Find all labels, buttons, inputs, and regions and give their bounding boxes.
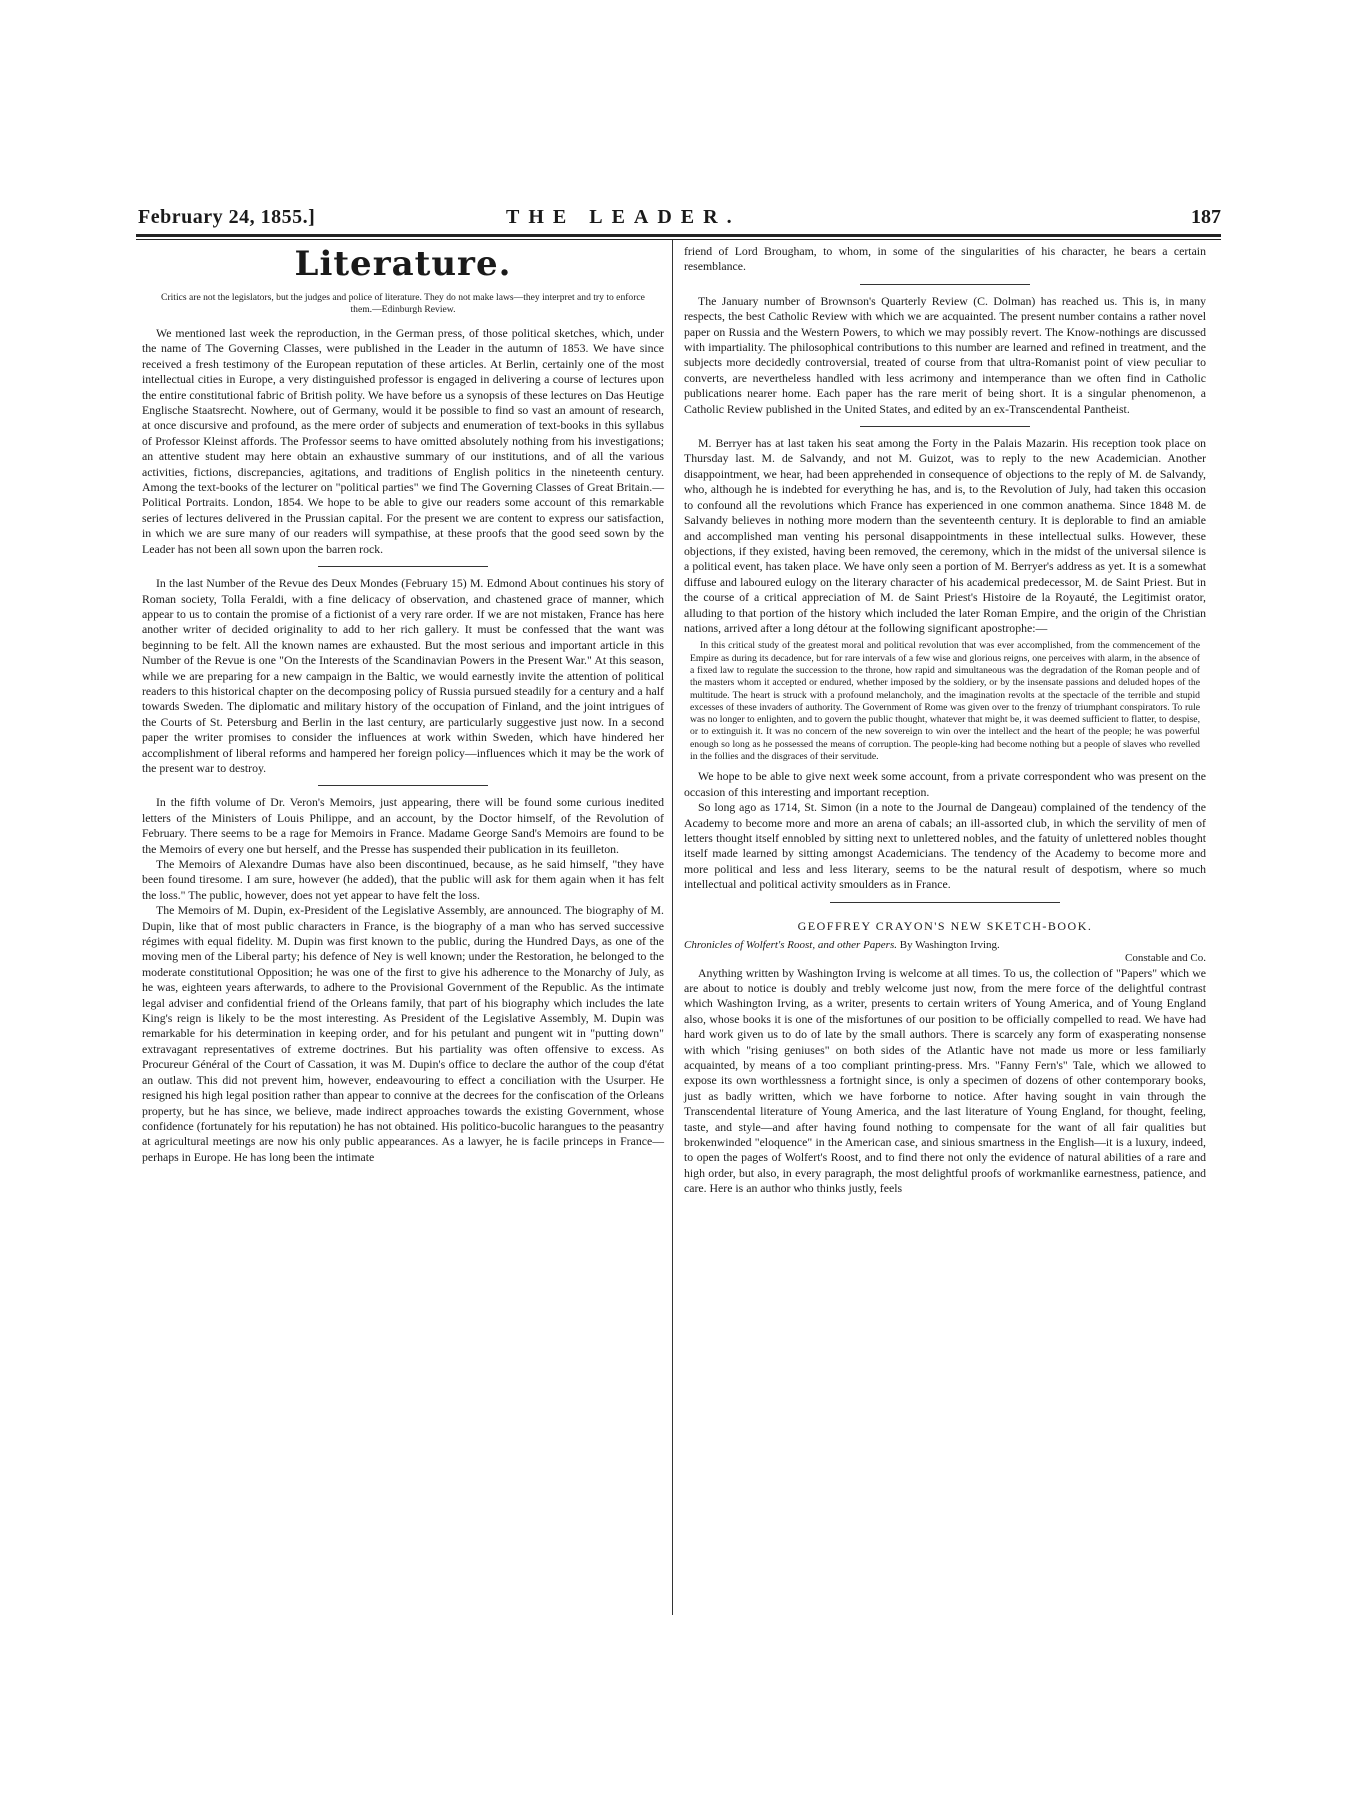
article-paragraph: M. Berryer has at last taken his seat among the Forty in the Palais Mazarin. His reception took place on Thursday last. M. de Salvandy, and not M. Guizot, was to reply to the new Academician. Another disappointment, we hear, had been apprehended in consequence of objections to the reply of M. de Salvandy, who, although he is indebted for everything he has, and is, to the Revolution of July, had taken this occasion to confound all the revolutions which France has experienced in one common anathema. Since 1848 M. de Salvandy believes in nothing more modern than the seventeenth century. It is deplorable to find an amiable and accomplished man venting his personal disappointments in these intellectual sulks. However, these objections, if they existed, having been removed, the ceremony, which in the midst of the universal silence is a political event, has taken place. We have only seen a portion of M. Berryer's address as yet. It is a somewhat diffuse and laboured eulogy on the literary character of his academical predecessor, M. de Saint Priest. But in the course of a critical appreciation of M. de Saint Priest's Histoire de la Royauté, the Legitimist orator, alluding to that portion of the history which included the later Roman Empire, and the origin of the Christian nations, arrived after a long détour at the following significant apostrophe:— [684,436,1206,635]
column-divider [672,240,673,1615]
page-header [136,204,1221,234]
block-quote: In this critical study of the greatest moral and political revolution that was ever accomplished, from the commencement of the Empire as during its decadence, but for rare intervals of a few wise and glorious reigns, one perceives with alarm, in the absence of a fixed law to regulate the succession to the throne, how rapid and simultaneous was the degradation of the Roman people and of the masters whom it accepted or endured, whether imposed by the soldiery, or by the insensate passions and deluded hopes of the multitude. The heart is struck with a profound melancholy, and the imagination revolts at the spectacle of the terrible and stupid excesses of these invaders of authority. The Government of Rome was given over to the frenzy of triumphant conspirators. To rule was no longer to enlighten, and to govern the public thought, whatever that might be, it was deemed sufficient to flatter, to despise, or to extinguish it. It was no concern of the new sovereign to win over the intellect and the heart of the people; he was powerful enough so long as he possessed the means of corruption. The people-king had become nothing but a people of slaves who revelled in the follies and the disgraces of their servitude. [690,640,1200,763]
article-paragraph: So long ago as 1714, St. Simon (in a note to the Journal de Dangeau) complained of the tendency of the Academy to become more and more an arena of cabals; an ill-assorted club, in which the servility of men of letters thought itself ennobled by sitting next to unlettered nobles, and the fatuity of unlettered nobles thought itself made learned by sitting amongst Academicians. The tendency of the Academy to become more and more political and less and less literary, seems to be the natural result of despotism, where so much intellectual and political activity smoulders as in France. [684,800,1206,892]
issue-date: February 24, 1855.] [138,206,316,228]
review-meta [684,938,1206,952]
article-paragraph: The January number of Brownson's Quarterly Review (C. Dolman) has reached us. This is, in many respects, the best Catholic Review with which we are acquainted. The present number contains a rather novel paper on Russia and the Western Powers, to which we may possibly revert. The Know-nothings are discussed with impartiality. The philosophical contributions to this number are learned and refined in treatment, and the subjects more decidedly controversial, treated of course from that ultra-Romanist point of view peculiar to converts, are nevertheless handled with less acrimony and intemperance than we often find in Catholic publications nearer home. Each paper has the rare merit of being short. It is a singular phenomenon, a Catholic Review published in the United States, and edited by an ex-Transcendental Pantheist. [684,293,1206,416]
newspaper-title: THE LEADER. [506,206,741,228]
header-rule-thin [136,239,1221,240]
article-separator [318,566,488,567]
article-separator [860,284,1030,285]
epigraph: Critics are not the legislators, but the judges and police of literature. They do not make laws—they interpret and try to enforce them.—Edinburgh Review. [161,292,645,315]
review-publisher: Constable and Co. [1125,951,1206,964]
header-rule-thick [136,234,1221,237]
article-separator [318,785,488,786]
article-separator [860,426,1030,427]
section-title: Literature. [294,244,512,284]
article-paragraph: friend of Lord Brougham, to whom, in some of the singularities of his character, he bears a certain resemblance. [684,244,1206,274]
review-author: By Washington Irving. [899,938,1000,951]
review-title: GEOFFREY CRAYON'S NEW SKETCH-BOOK. [797,918,1093,933]
article-paragraph: Anything written by Washington Irving is welcome at all times. To us, the collection of "Papers" which we are about to notice is doubly and trebly welcome just now, from the mere force of the delightful contrast which Washington Irving, as a writer, presents to certain writers of Young America, and of Young England also, whose books it is one of the misfortunes of our position to be officially compelled to read. We have had hard work given us to do of late by the small authors. There is scarcely any form of exasperating nonsense with which "rising geniuses" on both sides of the Atlantic have not made us more or less familiarly acquainted, by means of a too compliant printing-press. Mrs. "Fanny Fern's" Tale, which we allowed to expose its own worthlessness a fortnight since, is only a specimen of dozens of other contemporary books, just as badly written, which we have forborne to notice. After having sought in vain through the Transcendental literature of Young America, and the last literature of Young England, for thought, feeling, taste, and style—and after having found nothing to compensate for the want of all fair qualities but brokenwinded "eloquence" in the American case, and sinious smartness in the English—it is a luxury, indeed, to open the pages of Wolfert's Roost, and to find there not only the evidence of natural abilities of a rare and high order, but also, in every paragraph, the most delightful proofs of workmanlike earnestness, patience, and care. Here is an author who thinks justly, feels [684,965,1206,1196]
article-paragraph: In the fifth volume of Dr. Veron's Memoirs, just appearing, there will be found some curious inedited letters of the Ministers of Louis Philippe, and an account, by the Doctor himself, of the Revolution of February. There seems to be a rage for Memoirs in France. Madame George Sand's Memoirs are found to be the Memoirs of every one but herself, and the Presse has suspended their publication in its feuilleton. [142,795,664,856]
article-paragraph: The Memoirs of M. Dupin, ex-President of the Legislative Assembly, are announced. The biography of M. Dupin, like that of most public characters in France, is the biography of a man who has served successive régimes with equal fidelity. M. Dupin was first known to the public, during the Hundred Days, as one of the moving men of the Liberal party; his defence of Ney is well known; under the Restoration, he belonged to the moderate constitutional Opposition; he was one of the first to give his adherence to the Monarchy of July, as he was, eighteen years afterwards, to adhere to the Provisional Government of the Republic. As the intimate legal adviser and confidential friend of the Orleans family, that part of his biography which includes the late King's reign is likely to be the most interesting. As President of the Legislative Assembly, M. Dupin was remarkable for his determination in keeping order, and for his petulant and pungent wit in "putting down" extravagant representatives of extreme doctrines. But his partiality was often offensive to excess. As Procureur Général of the Court of Cassation, it was M. Dupin's office to declare the author of the coup d'état an outlaw. This did not prevent him, however, endeavouring to effect a conciliation with the Usurper. He resigned his high legal position rather than appear to connive at the decrees for the confiscation of the Orleans property, but he has since, we believe, made indirect approaches towards the existing Government, whose confidence (fortunately for his reputation) he has not obtained. His politico-bucolic harangues to the peasantry at agricultural meetings are now his only public appearances. As a lawyer, he is facile princeps in France—perhaps in Europe. He has long been the intimate [142,903,664,1164]
right-column [684,244,1206,1197]
article-paragraph: The Memoirs of Alexandre Dumas have also been discontinued, because, as he said himself, "they have been found tiresome. I am sure, however (he added), that the public will ask for them again when it has felt the loss." The public, however, does not yet appear to have felt the loss. [142,857,664,902]
article-paragraph: We mentioned last week the reproduction, in the German press, of those political sketches, which, under the name of The Governing Classes, were published in the Leader in the autumn of 1853. We have since received a fresh testimony of the European reputation of these articles. At Berlin, certainly one of the most intellectual cities in Europe, a very distinguished professor is engaged in delivering a course of lectures upon the entire constitutional fabric of British polity. We have before us a synopsis of these lectures on Das Heutige Englische Staatsrecht. Nowhere, out of Germany, would it be possible to find so vast an amount of research, at once discursive and profound, as the mere order of subjects and enumeration of text-books in this syllabus of Professor Kleinst affords. The Professor seems to have omitted absolutely nothing from his investigations; an attentive student may here obtain an exhaustive summary of our institutions, and of all the various activities, fictions, discrepancies, agitations, and traditions of English politics in the nineteenth century. Among the text-books of the lecturer on "political parties" we find The Governing Classes of Great Britain.—Political Portraits. London, 1854. We hope to be able to give our readers some account of this remarkable series of lectures delivered in the Prussian capital. For the present we are content to express our satisfaction, in which we are sure many of our readers will sympathise, at these proofs that the good seed sown by the Leader has not been all sown upon the barren rock. [142,326,664,556]
article-separator [830,902,1060,903]
review-subtitle: Chronicles of Wolfert's Roost, and other Papers. [684,938,897,951]
article-paragraph: We hope to be able to give next week some account, from a private correspondent who was present on the occasion of this interesting and important reception. [684,769,1206,799]
left-column [142,244,664,1165]
article-paragraph: In the last Number of the Revue des Deux Mondes (February 15) M. Edmond About continues his story of Roman society, Tolla Feraldi, with a fine delicacy of observation, and chastened grace of manner, which appear to us to contain the promise of a fictionist of a very rare order. If we are not mistaken, France has here another writer of decided originality to add to her rich gallery. It must be confessed that the want was beginning to be felt. All the known names are exhausted. But the most serious and important article in this Number of the Revue is one "On the Interests of the Scandinavian Powers in the Present War." At this season, while we are preparing for a new campaign in the Baltic, we would earnestly invite the attention of political readers to this historical chapter on the decomposing policy of Russia pursued steadily for a century and a half towards Sweden. The diplomatic and military history of the occupation of Finland, and the joint intrigues of the Courts of St. Petersburg and Berlin in the last century, are particularly suggestive just now. In a second paper the writer promises to consider the influences at work within Sweden, which have hindered her accomplishment of liberal reforms and hampered her foreign policy—influences which it may be the work of the present war to destroy. [142,576,664,775]
page-number: 187 [1191,206,1221,228]
